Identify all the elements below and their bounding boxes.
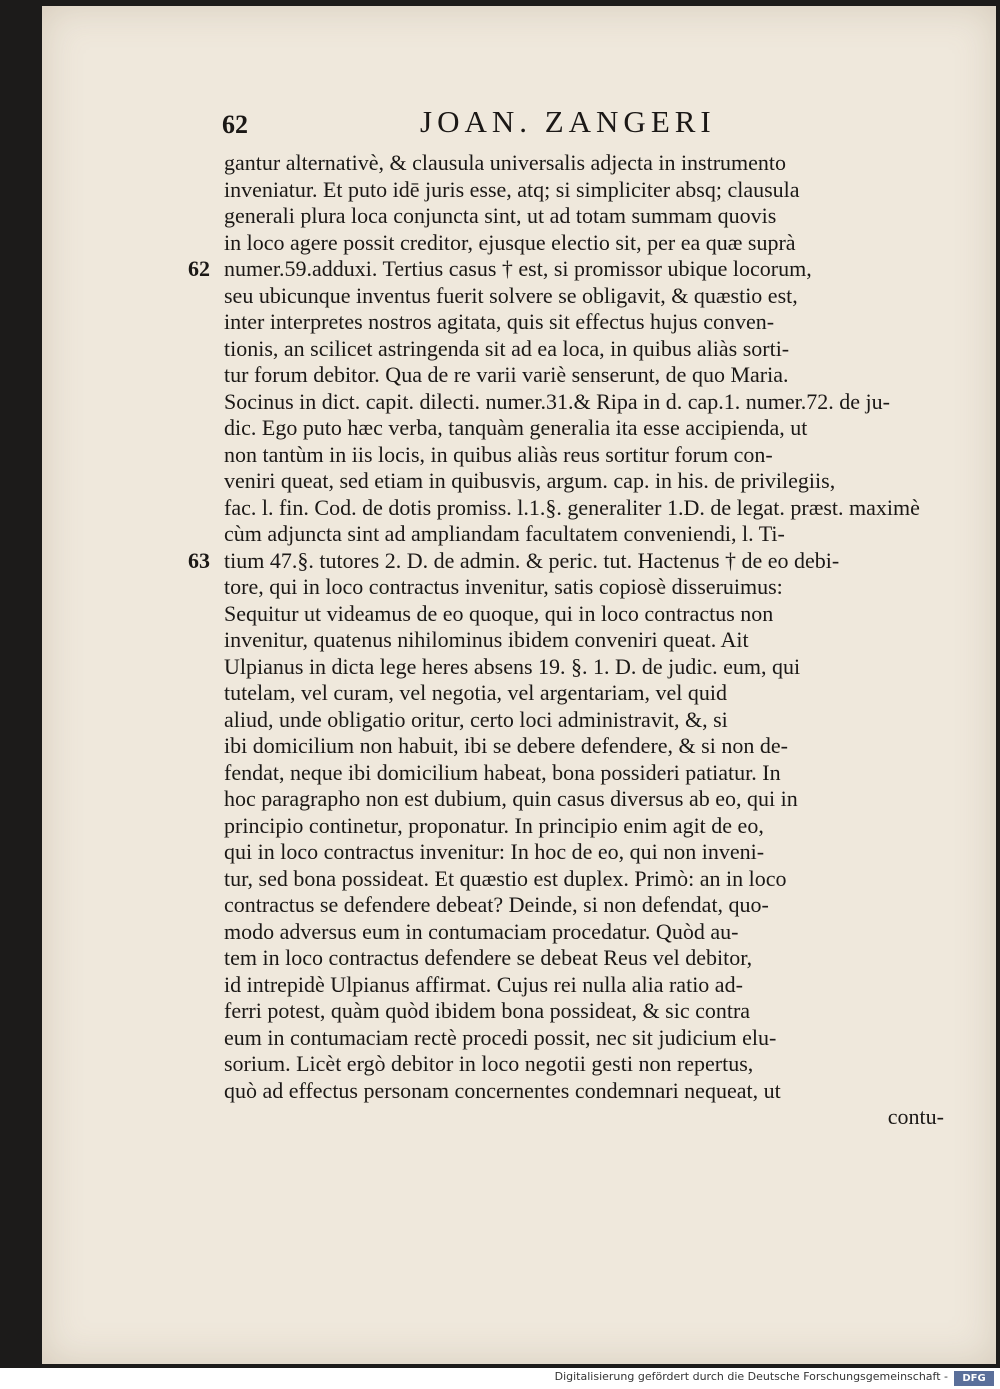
- line-text: inveniatur. Et puto idē juris esse, atq; si simpliciter absq; clausula: [224, 176, 800, 202]
- line-text: cùm adjuncta sint ad ampliandam facultatem conveniendi, l. Ti-: [224, 521, 785, 546]
- line-text: contractus se defendere debeat? Deinde, si non defendat, quo-: [224, 892, 769, 917]
- text-line: [224, 1025, 944, 1052]
- line-text: non tantùm in iis locis, in quibus aliàs reus sortitur forum con-: [224, 441, 773, 467]
- text-line: [224, 1104, 944, 1131]
- line-text: seu ubicunque inventus fuerit solvere se obligavit, & quæstio est,: [224, 282, 798, 308]
- text-line: [224, 707, 944, 734]
- line-text: generali plura loca conjuncta sint, ut ad totam summam quovis: [224, 203, 777, 228]
- line-text: quò ad effectus personam concernentes condemnari nequeat, ut: [224, 1077, 781, 1103]
- text-line: [224, 945, 944, 972]
- line-text: tium 47.§. tutores 2. D. de admin. & peric. tut. Hactenus † de eo debi-: [224, 547, 840, 573]
- body-text: [188, 150, 944, 1131]
- text-line: [224, 574, 944, 601]
- text-line: [224, 680, 944, 707]
- line-text: ferri potest, quàm quòd ibidem bona possideat, & sic contra: [224, 998, 751, 1023]
- marginal-number: 63: [188, 547, 210, 573]
- line-text: tur, sed bona possideat. Et quæstio est duplex. Primò: an in loco: [224, 865, 787, 891]
- page-number: 62: [222, 110, 248, 139]
- text-line: [224, 733, 944, 760]
- text-line: [224, 521, 944, 548]
- line-text: inter interpretes nostros agitata, quis sit effectus hujus conven-: [224, 309, 775, 334]
- text-line: [224, 892, 944, 919]
- text-line: [224, 495, 944, 522]
- text-line: [224, 389, 944, 416]
- line-text: in loco agere possit creditor, ejusque electio sit, per ea quæ suprà: [224, 229, 796, 255]
- line-text: numer.59.adduxi. Tertius casus † est, si promissor ubique locorum,: [224, 256, 812, 281]
- text-line: [188, 547, 944, 575]
- text-line: [224, 627, 944, 654]
- funding-credit: Digitalisierung gefördert durch die Deutsche Forschungsgemeinschaft -: [554, 1370, 948, 1383]
- line-text: veniri queat, sed etiam in quibusvis, argum. cap. in his. de privilegiis,: [224, 468, 836, 493]
- line-text: tore, qui in loco contractus invenitur, satis copiosè disseruimus:: [224, 574, 783, 599]
- text-line: [188, 256, 944, 283]
- line-text: sorium. Licèt ergò debitor in loco negotii gesti non repertus,: [224, 1051, 754, 1076]
- line-text: qui in loco contractus invenitur: In hoc de eo, qui non inveni-: [224, 839, 765, 864]
- line-text: invenitur, quatenus nihilominus ibidem conveniri queat. Ait: [224, 627, 749, 652]
- dfg-logo: DFG: [954, 1371, 994, 1386]
- line-text: Socinus in dict. capit. dilecti. numer.31.& Ripa in d. cap.1. numer.72. de ju-: [224, 388, 890, 414]
- line-text: gantur alternativè, & clausula universalis adjecta in instrumento: [224, 150, 787, 175]
- line-text: tionis, an scilicet astringenda sit ad ea loca, in quibus aliàs sorti-: [224, 335, 790, 361]
- text-line: [224, 468, 944, 495]
- line-text: aliud, unde obligatio oritur, certo loci administravit, &, si: [224, 706, 728, 732]
- line-text: Sequitur ut videamus de eo quoque, qui in loco contractus non: [224, 600, 774, 626]
- text-line: [224, 998, 944, 1025]
- text-line: [224, 150, 944, 177]
- page-header: [222, 104, 942, 146]
- text-line: [224, 601, 944, 628]
- text-line: [224, 1078, 944, 1105]
- text-line: [224, 786, 944, 813]
- text-line: [224, 336, 944, 363]
- text-line: [224, 415, 944, 442]
- line-text: tutelam, vel curam, vel negotia, vel argentariam, vel quid: [224, 680, 727, 705]
- line-text: dic. Ego puto hæc verba, tanquàm generalia ita esse accipienda, ut: [224, 415, 808, 440]
- text-line: [224, 309, 944, 336]
- line-text: contu-: [887, 1104, 944, 1129]
- text-line: [224, 177, 944, 204]
- line-text: tur forum debitor. Qua de re varii variè senserunt, de quo Maria.: [224, 362, 789, 387]
- text-line: [224, 230, 944, 257]
- text-line: [224, 866, 944, 893]
- line-text: hoc paragrapho non est dubium, quin casus diversus ab eo, qui in: [224, 786, 798, 811]
- text-line: [224, 203, 944, 230]
- line-text: modo adversus eum in contumaciam procedatur. Quòd au-: [224, 918, 739, 944]
- text-line: [224, 919, 944, 946]
- line-text: principio continetur, proponatur. In principio enim agit de eo,: [224, 812, 764, 838]
- text-line: [224, 654, 944, 681]
- footer-bar: [0, 1368, 1000, 1389]
- line-text: id intrepidè Ulpianus affirmat. Cujus rei nulla alia ratio ad-: [224, 971, 743, 997]
- line-text: tem in loco contractus defendere se debeat Reus vel debitor,: [224, 945, 753, 970]
- line-text: Ulpianus in dicta lege heres absens 19. §. 1. D. de judic. eum, qui: [224, 653, 801, 679]
- text-line: [224, 813, 944, 840]
- line-text: ibi domicilium non habuit, ibi se debere defendere, & si non de-: [224, 733, 788, 758]
- text-line: [224, 839, 944, 866]
- line-text: eum in contumaciam rectè procedi possit, nec sit judicium elu-: [224, 1024, 777, 1050]
- marginal-number: 62: [188, 256, 210, 281]
- text-line: [224, 1051, 944, 1078]
- text-line: [224, 362, 944, 389]
- text-line: [224, 972, 944, 999]
- text-line: [224, 442, 944, 469]
- line-text: fac. l. fin. Cod. de dotis promiss. l.1.§. generaliter 1.D. de legat. præst. maximè: [224, 494, 920, 520]
- running-title: JOAN. ZANGERI: [420, 104, 716, 139]
- text-line: [224, 760, 944, 787]
- text-line: [224, 283, 944, 310]
- line-text: fendat, neque ibi domicilium habeat, bona possideri patiatur. In: [224, 759, 781, 785]
